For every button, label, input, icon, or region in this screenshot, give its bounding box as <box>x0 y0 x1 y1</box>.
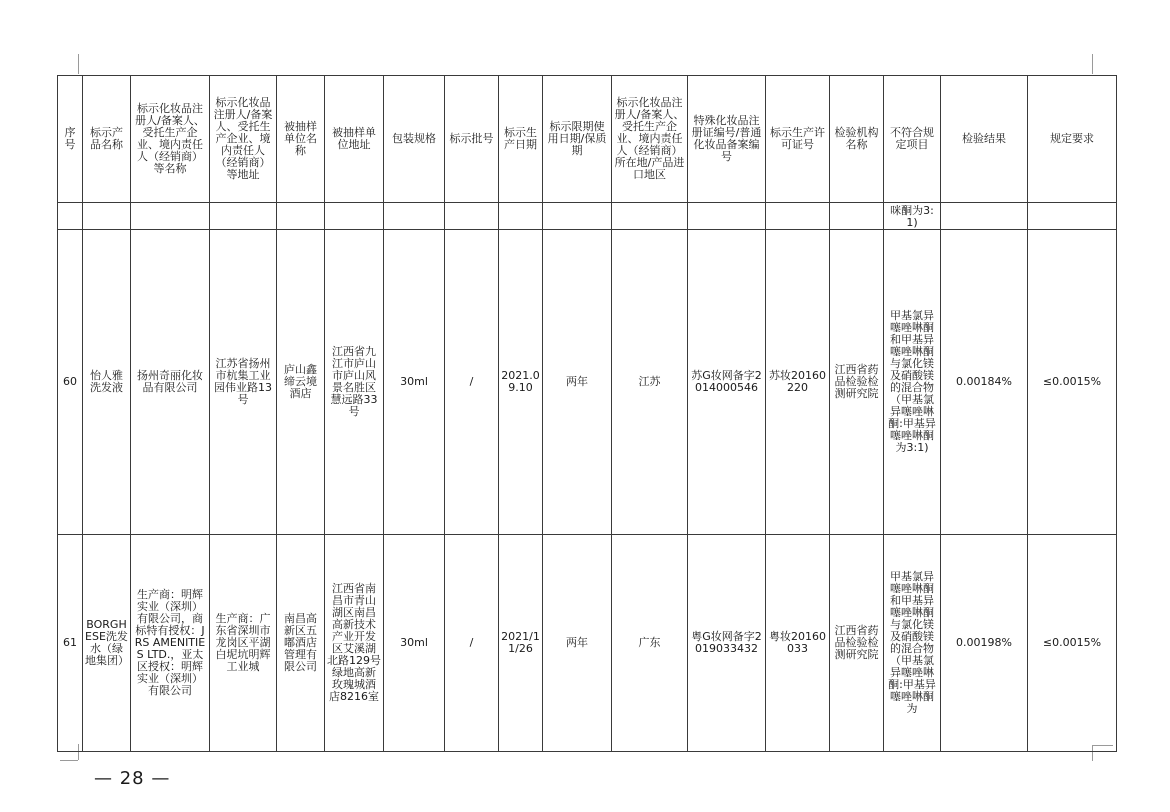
header-product-name: 标示产品名称 <box>83 76 131 203</box>
crop-mark-bottom-left-h <box>60 760 78 761</box>
header-batch: 标示批号 <box>445 76 499 203</box>
cell-requirement: ≤0.0015% <box>1028 535 1117 752</box>
cell-lab: 江西省药品检验检测研究院 <box>830 535 884 752</box>
cell-product: BORGHESE洗发水（绿地集团） <box>83 535 131 752</box>
cell-reg-no: 苏G妆网备字2014000546 <box>688 230 766 535</box>
continuation-item: 咪酮为3:1) <box>884 203 941 230</box>
cell-sampled-address: 江西省九江市庐山市庐山风景名胜区慧远路33号 <box>325 230 384 535</box>
cell-requirement: ≤0.0015% <box>1028 230 1117 535</box>
cell-company-address: 生产商：广东省深圳市龙岗区平湖白坭坑明辉工业城 <box>210 535 277 752</box>
cell-result: 0.00198% <box>941 535 1028 752</box>
cell-spec: 30ml <box>384 230 445 535</box>
table-row <box>58 230 1117 535</box>
page-number: — 28 — <box>94 768 171 789</box>
header-license: 标示生产许可证号 <box>766 76 830 203</box>
inspection-results-table <box>57 75 1117 752</box>
header-requirement: 规定要求 <box>1028 76 1117 203</box>
cell-license: 苏妆20160220 <box>766 230 830 535</box>
header-sampled-unit: 被抽样单位名称 <box>277 76 325 203</box>
header-lab: 检验机构名称 <box>830 76 884 203</box>
header-company-address: 标示化妆品注册人/备案人、受托生产企业、境内责任人（经销商）等地址 <box>210 76 277 203</box>
header-company-name: 标示化妆品注册人/备案人、受托生产企业、境内责任人（经销商）等名称 <box>131 76 210 203</box>
cell-seq: 61 <box>58 535 83 752</box>
cell-prod-date: 2021/11/26 <box>499 535 543 752</box>
table-row-continuation <box>58 203 1117 230</box>
cell-item: 甲基氯异噻唑啉酮和甲基异噻唑啉酮与氯化镁及硝酸镁的混合物（甲基氯异噻唑啉酮:甲基异噻唑啉酮为 <box>884 535 941 752</box>
cell-shelf-life: 两年 <box>543 230 612 535</box>
cell-result: 0.00184% <box>941 230 1028 535</box>
cell-prod-date: 2021.09.10 <box>499 230 543 535</box>
cell-sampled-unit: 庐山鑫缔云境酒店 <box>277 230 325 535</box>
header-reg-no: 特殊化妆品注册证编号/普通化妆品备案编号 <box>688 76 766 203</box>
cell-lab: 江西省药品检验检测研究院 <box>830 230 884 535</box>
cell-batch: / <box>445 230 499 535</box>
header-prod-date: 标示生产日期 <box>499 76 543 203</box>
crop-mark-top-left-v <box>78 54 79 74</box>
cell-region: 广东 <box>612 535 688 752</box>
cell-reg-no: 粤G妆网备字2019033432 <box>688 535 766 752</box>
cell-seq: 60 <box>58 230 83 535</box>
cell-product: 怡人雅洗发液 <box>83 230 131 535</box>
cell-shelf-life: 两年 <box>543 535 612 752</box>
cell-company: 扬州奇丽化妆品有限公司 <box>131 230 210 535</box>
crop-mark-top-right-v <box>1092 54 1093 74</box>
header-region: 标示化妆品注册人/备案人、受托生产企业、境内责任人（经销商）所在地/产品进口地区 <box>612 76 688 203</box>
cell-sampled-unit: 南昌高新区五嘟酒店管理有限公司 <box>277 535 325 752</box>
header-row <box>58 76 1117 203</box>
table-row <box>58 535 1117 752</box>
header-item: 不符合规定项目 <box>884 76 941 203</box>
header-spec: 包装规格 <box>384 76 445 203</box>
cell-company-address: 江苏省扬州市杭集工业园伟业路13号 <box>210 230 277 535</box>
header-sampled-address: 被抽样单位地址 <box>325 76 384 203</box>
cell-company: 生产商：明辉实业（深圳）有限公司，商标特有授权：JRS AMENITIES LTD.，亚太区授权：明辉实业（深圳）有限公司 <box>131 535 210 752</box>
cell-sampled-address: 江西省南昌市青山湖区南昌高新技术产业开发区艾溪湖北路129号绿地高新玫瑰城酒店8216室 <box>325 535 384 752</box>
cell-batch: / <box>445 535 499 752</box>
cell-license: 粤妆20160033 <box>766 535 830 752</box>
header-shelf-life: 标示限期使用日期/保质期 <box>543 76 612 203</box>
cell-region: 江苏 <box>612 230 688 535</box>
header-result: 检验结果 <box>941 76 1028 203</box>
cell-spec: 30ml <box>384 535 445 752</box>
header-seq: 序号 <box>58 76 83 203</box>
cell-item: 甲基氯异噻唑啉酮和甲基异噻唑啉酮与氯化镁及硝酸镁的混合物（甲基氯异噻唑啉酮:甲基异噻唑啉酮为3:1) <box>884 230 941 535</box>
